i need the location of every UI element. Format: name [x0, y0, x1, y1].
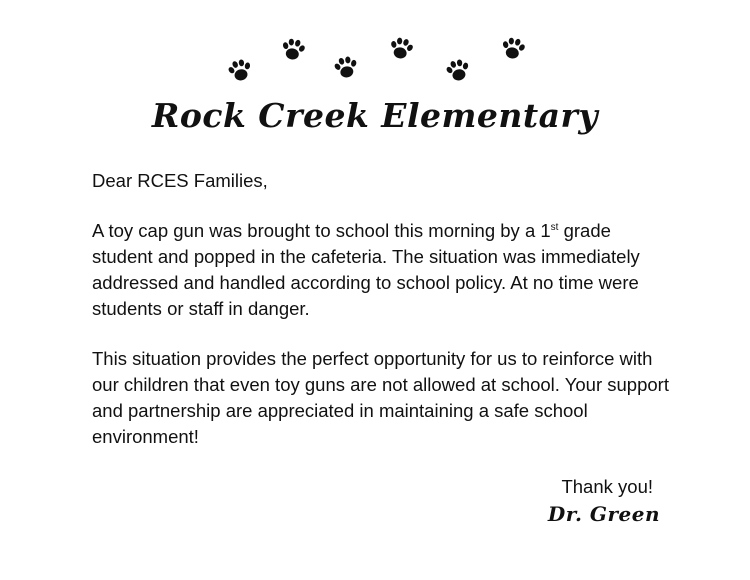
ordinal-suffix: st — [550, 221, 559, 233]
paw-prints-decoration — [0, 0, 750, 100]
paw-print-icon — [329, 51, 362, 84]
letter-paragraph-1 — [92, 218, 672, 322]
letter-salutation: Dear RCES Families, — [92, 170, 268, 191]
letter-body — [92, 168, 672, 450]
paw-print-icon — [277, 34, 309, 66]
paragraph-spacer — [92, 322, 672, 346]
paw-print-icon — [497, 33, 529, 65]
letter-signature: Dr. Green — [547, 502, 660, 526]
letter-paragraph-2: This situation provides the perfect opportunity for us to reinforce with our children that even toy guns are not allowed at school. Your support and partnership are appreciated in maintaining a safe school environment! — [92, 348, 669, 447]
paw-print-icon — [441, 54, 475, 88]
paw-print-icon — [384, 32, 417, 65]
letter-closing: Thank you! — [561, 476, 653, 497]
school-name-heading: Rock Creek Elementary — [151, 96, 599, 135]
paw-print-icon — [223, 54, 257, 88]
paragraph-1-text-start: A toy cap gun was brought to school this morning by a 1 — [92, 220, 551, 241]
paragraph-1-text-end: grade student and popped in the cafeteria. The situation was immediately addressed and handled according to school policy. At no time were students or staff in danger. — [92, 220, 640, 319]
